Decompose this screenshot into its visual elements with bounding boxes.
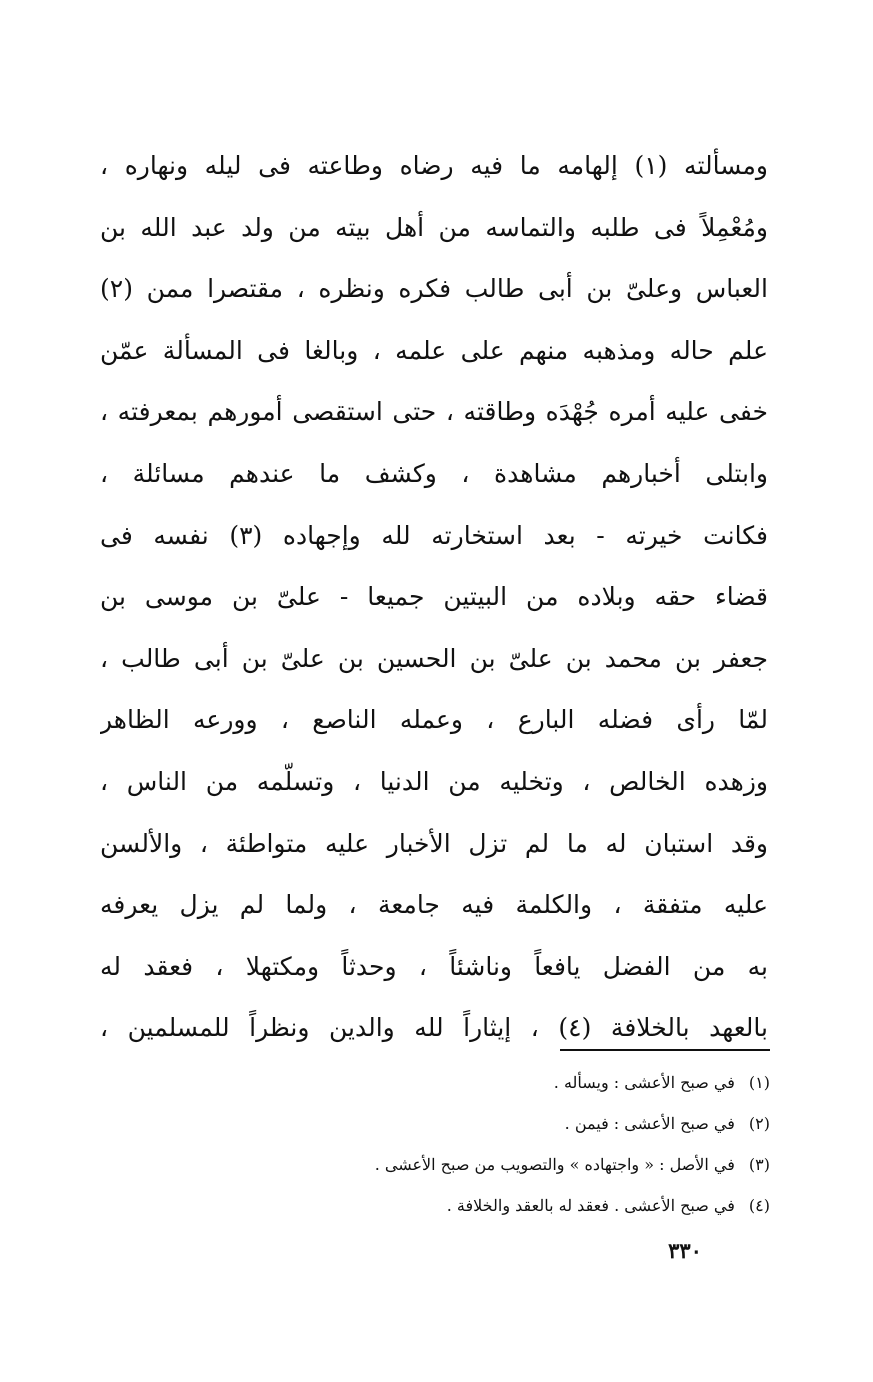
- footnote-item: [300, 1144, 770, 1185]
- text-line: فكانت خيرته - بعد استخارته لله وإجهاده (٣) نفسه فى: [100, 520, 768, 550]
- footnote-number: (٤): [748, 1196, 770, 1215]
- footnotes: [300, 1062, 770, 1226]
- footnote-text: في صبح الأعشى : فيمن .: [564, 1114, 735, 1133]
- footnote-text: في الأصل : « واجتهاده » والتصويب من صبح الأعشى .: [374, 1155, 735, 1174]
- text-line: جعفر بن محمد بن علىّ بن الحسين بن علىّ بن أبى طالب ،: [100, 643, 768, 673]
- text-line: وابتلى أخبارهم مشاهدة ، وكشف ما عندهم مسائلة ،: [100, 458, 768, 488]
- footnote-text: في صبح الأعشى . فعقد له بالعقد والخلافة .: [446, 1196, 735, 1215]
- footnote-number: (٢): [748, 1114, 770, 1133]
- text-line: خفى عليه أمره جُهْدَه وطاقته ، حتى استقصى أمورهم بمعرفته ،: [100, 397, 768, 427]
- footnote-item: [300, 1103, 770, 1144]
- text-line: وزهده الخالص ، وتخليه من الدنيا ، وتسلّمه من الناس ،: [100, 766, 768, 796]
- text-line: ومُعْمِلاً فى طلبه والتماسه من أهل بيته من ولد عبد الله بن: [100, 212, 768, 242]
- text-line: به من الفضل يافعاً وناشئاً ، وحدثاً ومكتهلا ، فعقد له: [100, 951, 768, 981]
- text-line: بالعهد بالخلافة (٤) ، إيثاراً لله والدين ونظراً للمسلمين ،: [100, 1013, 768, 1043]
- page-number: ٣٣٠: [668, 1238, 702, 1263]
- footnote-number: (١): [748, 1073, 770, 1092]
- text-line: علم حاله ومذهبه منهم على علمه ، وبالغا فى المسألة عمّن: [100, 335, 768, 365]
- footnote-divider: [560, 1049, 770, 1051]
- footnote-number: (٣): [748, 1155, 770, 1174]
- text-line: العباس وعلىّ بن أبى طالب فكره ونظره ، مقتصرا ممن (٢): [100, 274, 768, 304]
- text-line: وقد استبان له ما لم تزل الأخبار عليه متواطئة ، والألسن: [100, 828, 768, 858]
- footnote-item: [300, 1185, 770, 1226]
- body-text: [100, 135, 768, 1059]
- text-line: ومسألته (١) إلهامه ما فيه رضاه وطاعته فى ليله ونهاره ،: [100, 151, 768, 180]
- text-line: قضاء حقه وبلاده من البيتين جميعا - علىّ بن موسى بن: [100, 582, 768, 612]
- footnote-item: [300, 1062, 770, 1103]
- text-line: عليه متفقة ، والكلمة فيه جامعة ، ولما لم يزل يعرفه: [100, 890, 768, 920]
- text-line: لمّا رأى فضله البارع ، وعمله الناصع ، وورعه الظاهر: [100, 705, 768, 735]
- footnote-text: في صبح الأعشى : ويسأله .: [553, 1073, 735, 1092]
